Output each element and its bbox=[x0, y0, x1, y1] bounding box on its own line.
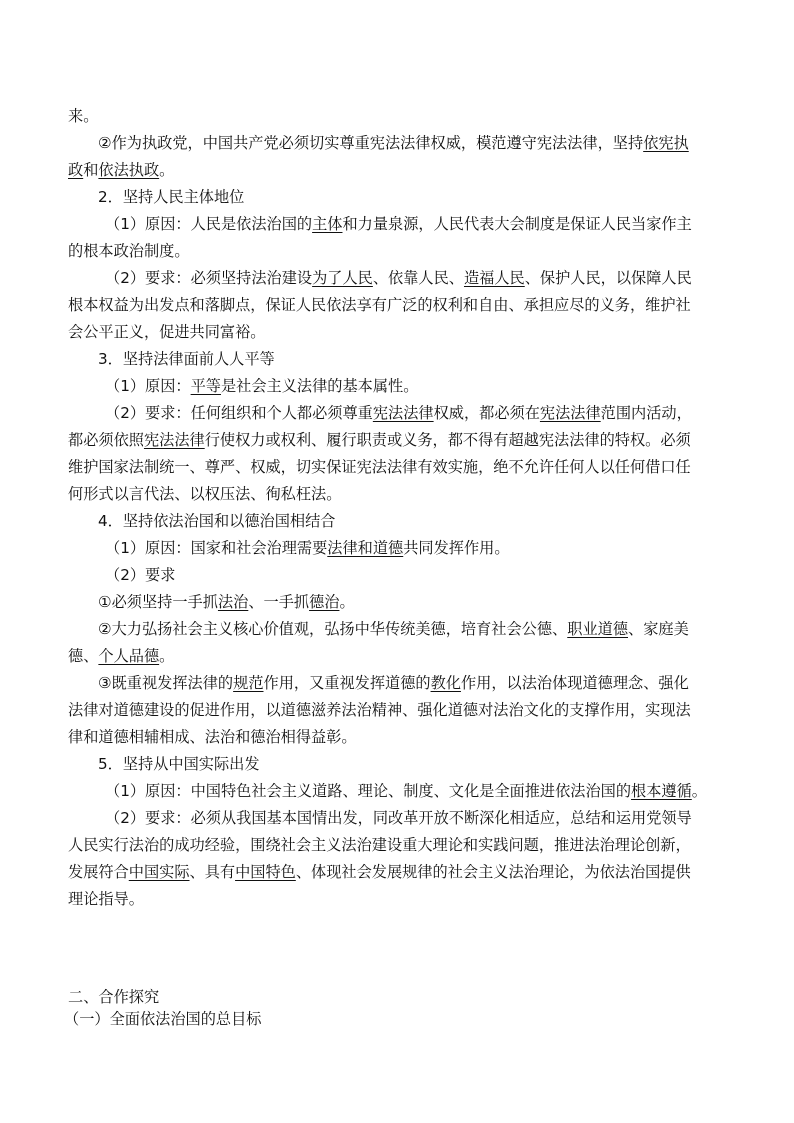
underlined-term: 依法执政 bbox=[98, 161, 160, 179]
underlined-term: 法律和道德 bbox=[327, 539, 404, 557]
paragraph: （2）要求：必须从我国基本国情出发，同改革开放不断深化相适应，总结和运用党领导 bbox=[105, 809, 692, 827]
underlined-term: 为了人民 bbox=[312, 269, 373, 287]
paragraph: （1）原因：人民是依法治国的主体和力量泉源，人民代表大会制度是保证人民当家作主 bbox=[105, 215, 692, 233]
paragraph-party-governance: ②作为执政党，中国共产党必须切实尊重宪法法律权威，模范遵守宪法法律，坚持依宪执 bbox=[98, 134, 689, 152]
underlined-term: 法治 bbox=[217, 593, 249, 611]
paragraph: （2）要求：必须坚持法治建设为了人民、依靠人民、造福人民、保护人民，以保障人民 bbox=[105, 269, 692, 287]
paragraph: （1）原因：平等是社会主义法律的基本属性。 bbox=[105, 377, 419, 395]
text-line: 法律对道德建设的促进作用，以道德滋养法治精神、强化道德对法治文化的支撑作用，实现法 bbox=[68, 701, 691, 719]
paragraph: （2）要求 bbox=[105, 566, 176, 584]
underlined-term: 个人品德 bbox=[98, 647, 160, 665]
underlined-term: 根本遵循 bbox=[631, 782, 692, 800]
underlined-term: 教化 bbox=[430, 674, 461, 692]
document-body bbox=[68, 103, 730, 913]
text-line: 会公平正义，促进共同富裕。 bbox=[68, 323, 266, 341]
text-line: 政和依法执政。 bbox=[68, 161, 175, 179]
paragraph: ①必须坚持一手抓法治、一手抓德治。 bbox=[98, 593, 355, 611]
underlined-term: 宪法法律 bbox=[372, 404, 434, 422]
heading-4: 4．坚持依法治国和以德治国相结合 bbox=[98, 512, 336, 530]
section-heading: 二、合作探究 bbox=[68, 988, 160, 1006]
underlined-term: 宪法法律 bbox=[143, 431, 205, 449]
text-line: 发展符合中国实际、具有中国特色、体现社会发展规律的社会主义法治理论，为依法治国提供 bbox=[68, 863, 691, 881]
underlined-term: 中国特色 bbox=[235, 863, 296, 881]
heading-5: 5．坚持从中国实际出发 bbox=[98, 755, 260, 773]
paragraph: ③既重视发挥法律的规范作用，又重视发挥道德的教化作用，以法治体现道德理念、强化 bbox=[98, 674, 689, 692]
paragraph: （2）要求：任何组织和个人都必须尊重宪法法律权威，都必须在宪法法律范围内活动， bbox=[105, 404, 692, 422]
text-line: 都必须依照宪法法律行使权力或权利、履行职责或义务，都不得有超越宪法法律的特权。必须 bbox=[68, 431, 691, 449]
underlined-term: 中国实际 bbox=[128, 863, 190, 881]
underlined-term: 德治 bbox=[309, 593, 340, 611]
paragraph: （1）原因：中国特色社会主义道路、理论、制度、文化是全面推进依法治国的根本遵循。 bbox=[105, 782, 707, 800]
text-line: 的根本政治制度。 bbox=[68, 242, 190, 260]
underlined-term: 平等 bbox=[190, 377, 221, 395]
text-line: 理论指导。 bbox=[68, 890, 144, 908]
text-line: 维护国家法制统一、尊严、权威，切实保证宪法法律有效实施，绝不允许任何人以任何借口任 bbox=[68, 458, 691, 476]
text-line: 德、个人品德。 bbox=[68, 647, 175, 665]
underlined-term: 依宪执 bbox=[643, 134, 689, 152]
text-line: 根本权益为出发点和落脚点，保证人民依法享有广泛的权利和自由、承担应尽的义务，维护社 bbox=[68, 296, 691, 314]
heading-3: 3．坚持法律面前人人平等 bbox=[98, 350, 275, 368]
underlined-term: 规范 bbox=[233, 674, 264, 692]
text-line: 来。 bbox=[68, 107, 99, 125]
underlined-term: 宪法法律 bbox=[539, 404, 601, 422]
heading-2: 2．坚持人民主体地位 bbox=[98, 188, 245, 206]
text-line: 何形式以言代法、以权压法、徇私枉法。 bbox=[68, 485, 342, 503]
subsection-heading: （一）全面依法治国的总目标 bbox=[64, 1010, 262, 1028]
text-line: 律和道德相辅相成、法治和德治相得益彰。 bbox=[68, 728, 357, 746]
underlined-term: 主体 bbox=[312, 215, 343, 233]
paragraph: ②大力弘扬社会主义核心价值观，弘扬中华传统美德，培育社会公德、职业道德、家庭美 bbox=[98, 620, 689, 638]
underlined-term: 政 bbox=[68, 161, 84, 179]
underlined-term: 造福人民 bbox=[463, 269, 525, 287]
underlined-term: 职业道德 bbox=[567, 620, 628, 638]
paragraph: （1）原因：国家和社会治理需要法律和道德共同发挥作用。 bbox=[105, 539, 510, 557]
text-line: 人民实行法治的成功经验，围绕社会主义法治建设重大理论和实践问题，推进法治理论创新， bbox=[68, 836, 691, 854]
